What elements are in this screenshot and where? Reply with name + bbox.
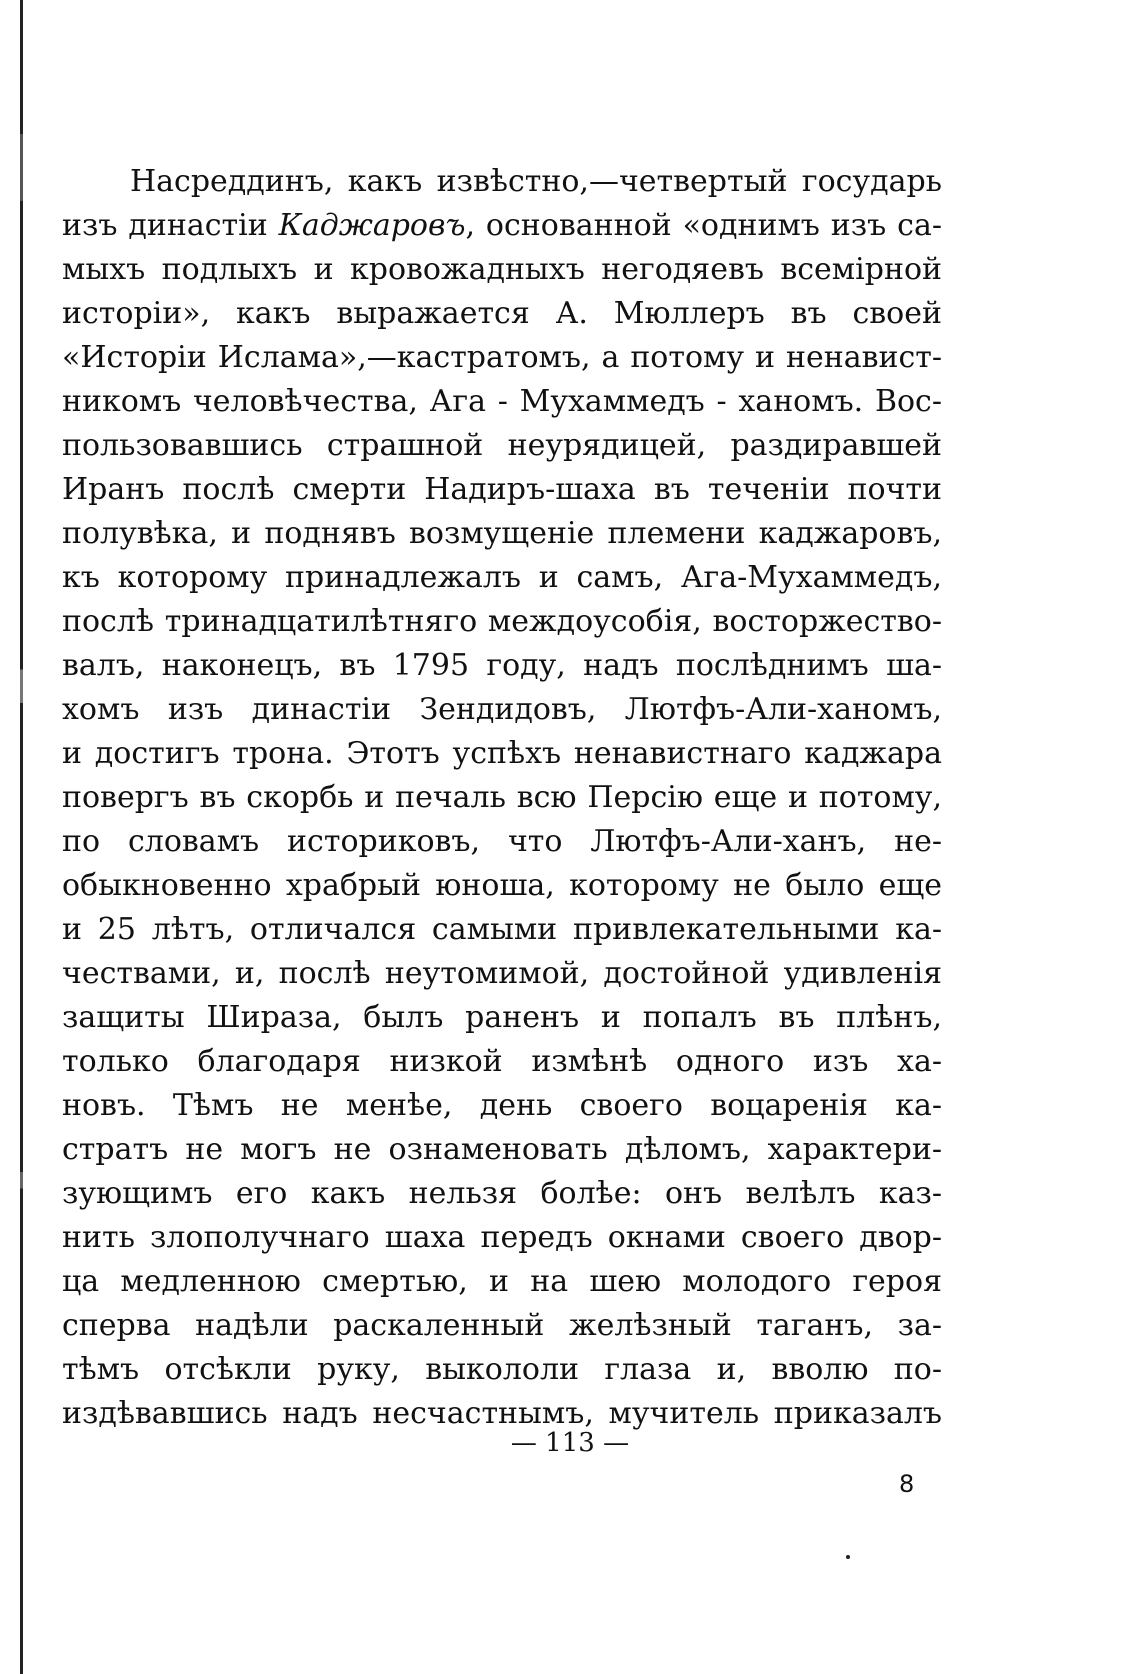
text-line: стратъ не могъ не ознаменовать дѣломъ, характери-: [62, 1132, 942, 1167]
text-line: нить злополучнаго шаха передъ окнами своего двор-: [62, 1220, 942, 1255]
text-line: пользовавшись страшной неурядицей, раздиравшей: [62, 428, 942, 463]
text-line: Насреддинъ, какъ извѣстно,—четвертый государь: [130, 164, 942, 199]
text-line: чествами, и, послѣ неутомимой, достойной удивленія: [62, 956, 942, 991]
text-line: издѣвавшись надъ несчастнымъ, мучитель приказалъ: [62, 1396, 942, 1431]
text-line: обыкновенно храбрый юноша, которому не было еще: [62, 868, 942, 903]
text-line: защиты Шираза, былъ раненъ и попалъ въ плѣнъ,: [62, 1000, 942, 1035]
text-line: сперва надѣли раскаленный желѣзный таганъ, за-: [62, 1308, 942, 1343]
text-line: новъ. Тѣмъ не менѣе, день своего воцаренія ка-: [62, 1088, 942, 1123]
signature-mark: 8: [899, 1470, 915, 1498]
text-line: валъ, наконецъ, въ 1795 году, надъ послѣднимъ ша-: [62, 648, 942, 683]
text-line: къ которому принадлежалъ и самъ, Ага-Мухаммедъ,: [62, 560, 942, 595]
text-line: ца медленною смертью, и на шею молодого героя: [62, 1264, 942, 1299]
ink-speck: [846, 1555, 850, 1559]
scan-binding-edge: [20, 0, 23, 1674]
dynasty-name-italic: Каджаровъ: [278, 208, 466, 243]
text-line: только благодаря низкой измѣнѣ одного изъ ха-: [62, 1044, 942, 1079]
text-line: и достигъ трона. Этотъ успѣхъ ненавистнаго каджара: [62, 736, 942, 771]
body-text: [62, 160, 942, 1436]
page-number: — 113 —: [510, 1428, 630, 1458]
text-line-end: , основанной «однимъ изъ са-: [465, 208, 942, 243]
text-line: исторіи», какъ выражается А. Мюллеръ въ своей: [62, 296, 942, 331]
text-line: полувѣка, и поднявъ возмущеніе племени каджаровъ,: [62, 516, 942, 551]
text-line: Иранъ послѣ смерти Надиръ-шаха въ теченіи почти: [62, 472, 942, 507]
text-line: зующимъ его какъ нельзя болѣе: онъ велѣлъ каз-: [62, 1176, 942, 1211]
text-line: повергъ въ скорбь и печаль всю Персію еще и потому,: [62, 780, 942, 815]
text-line-start: изъ династіи: [62, 208, 279, 243]
text-line: «Исторіи Ислама»,—кастратомъ, а потому и ненавист-: [62, 340, 942, 375]
text-line: и 25 лѣтъ, отличался самыми привлекательными ка-: [62, 912, 942, 947]
text-line: мыхъ подлыхъ и кровожадныхъ негодяевъ всемірной: [62, 252, 942, 287]
text-line: послѣ тринадцатилѣтняго междоусобія, восторжество-: [62, 604, 942, 639]
text-line: никомъ человѣчества, Ага - Мухаммедъ - ханомъ. Вос-: [62, 384, 942, 419]
text-line: по словамъ историковъ, что Лютфъ-Али-ханъ, не-: [62, 824, 942, 859]
text-line: тѣмъ отсѣкли руку, выкололи глаза и, вволю по-: [62, 1352, 942, 1387]
text-line: хомъ изъ династіи Зендидовъ, Лютфъ-Али-ханомъ,: [62, 692, 942, 727]
text-line: [62, 204, 942, 248]
